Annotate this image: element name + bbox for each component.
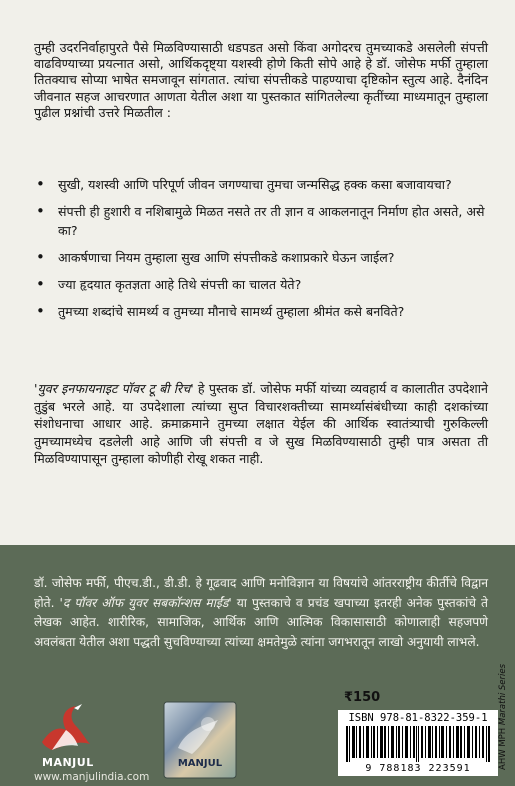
bullet-icon: • [36,202,45,220]
price-label: ₹150 [344,690,381,705]
series-code [498,664,508,770]
bullet-icon: • [36,302,45,320]
bullet-icon: • [36,248,45,266]
question-list [34,175,488,329]
other-book-title: 'द पॉवर ऑफ युवर सबकॉन्शस माईंड' [59,595,232,610]
bullet-icon: • [36,275,45,293]
series-name: Marathi Series [498,663,508,726]
intro-paragraph: तुम्ही उदरनिर्वाहापुरते पैसे मिळविण्यासाठी धडपडत असो किंवा अगोदरच तुमच्याकडे असलेली संपत्ती वाढविण्याच्या प्रयत्नात असो, आर्थिकदृष्ट्या यशस्वी होणे किती सोपे आहे हे डॉ. जोसेफ मर्फी तुम्हाला तितक्याच सोप्या भाषेत समजावून सांगतात. त्यांचा संपत्तीकडे पाहण्याचा दृष्टिकोन स्तुत्य आहे. दैनंदिन जीवनात सहज आचरणात आणता येतील अशा या पुस्तकात सांगितलेल्या कृतींच्या माध्यमातून तुम्हाला पुढील प्रश्नांची उत्तरे मिळतील : [34,40,488,120]
list-item [34,202,488,240]
publisher-website: www.manjulindia.com [34,771,150,783]
summary-text: हे पुस्तक डॉ. जोसेफ मर्फी यांच्या व्यवहार्य व कालातीत उपदेशाने तुडुंब भरले आहे. या उपदेशाला त्यांच्या सुप्त विचारशक्तीच्या सामर्थ्यासंबंधीच्या काही दशकांच्या संशोधनाचा आधार आहे. क्रमाक्रमाने तुमच्या लक्षात येईल की आर्थिक स्वातंत्र्याची गुरुकिल्ली तुमच्यामध्येच दडलेली आहे आणि जी संपत्ती व जे सुख मिळविण्यासाठी तुम्ही पात्र असता ती मिळविण्यापासून तुम्हाला कोणीही रोखू शकत नाही. [34,381,489,467]
question-text: तुमच्या शब्दांचे सामर्थ्य व तुमच्या मौनाचे सामर्थ्य तुम्हाला श्रीमंत कसे बनविते? [58,304,405,319]
list-item [34,175,488,194]
list-item [34,302,488,321]
hologram-text: MANJUL [177,758,223,769]
question-text: सुखी, यशस्वी आणि परिपूर्ण जीवन जगण्याचा तुमचा जन्मसिद्ध हक्क कसा बजावायचा? [58,177,452,192]
list-item [34,248,488,267]
barcode-icon [346,726,490,762]
publisher-brand: MANJUL [42,756,94,769]
barcode-panel [338,710,498,776]
list-item [34,275,488,294]
book-title: 'युवर इनफायनाइट पॉवर टू बी रिच' [34,381,194,396]
question-text: आकर्षणाचा नियम तुम्हाला सुख आणि संपत्तीकडे कशाप्रकारे घेऊन जाईल? [58,250,395,265]
book-summary-paragraph [34,380,488,468]
series-code-text: AHW MPH [498,727,508,770]
hologram-sticker-icon [162,700,238,780]
question-text: ज्या हृदयात कृतज्ञता आहे तिथे संपत्ती का चालत येते? [58,277,302,292]
isbn-label: ISBN 978-81-8322-359-1 [348,712,488,724]
author-bio-text: डॉ. जोसेफ मर्फी, पीएच.डी., डी.डी. हे गूढवाद आणि मनोविज्ञान या विषयांचे आंतरराष्ट्रीय कीर्तीचे विद्वान होते. [34,576,488,610]
barcode-number: 9 788183 223591 [365,763,471,774]
author-bio [34,574,488,652]
bullet-icon: • [36,175,45,193]
swan-logo-icon [36,700,96,760]
author-bio-text-continued: या पुस्तकाचे व प्रचंड खपाच्या इतरही अनेक पुस्तकांचे ते लेखक आहेत. शारीरिक, सामाजिक, आर्थिक आणि आत्मिक विकासासाठी कोणालाही सहजपणे अवलंबता येतील अशा पद्धती सुचविण्याच्या त्यांच्या क्षमतेमुळे त्यांना जगभरातून लाखो अनुयायी लाभले. [34,595,488,649]
question-text: संपत्ती ही हुशारी व नशिबामुळे मिळत नसते तर ती ज्ञान व आकलनातून निर्माण होत असते, असे का? [58,204,485,238]
